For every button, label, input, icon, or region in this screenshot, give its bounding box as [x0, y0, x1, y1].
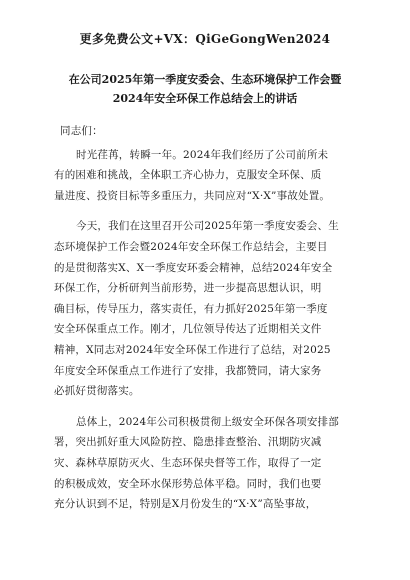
- title-line: 在公司2025年第一季度安委会、生态环境保护工作会暨: [68, 73, 342, 86]
- paragraph: [54, 412, 366, 515]
- text-line: 有的困难和挑战，全体职工齐心协力，克服安全环保、质: [54, 169, 322, 182]
- salutation: 同志们：: [60, 125, 103, 137]
- text-line: 安全环保重点工作。刚才，几位领导传达了近期相关文件: [54, 323, 322, 336]
- text-line: 的是贯彻落实X、X一季度安环委会精神，总结2024年安全: [54, 261, 333, 274]
- document-body: [54, 121, 366, 525]
- text-line: 精神，X同志对2024年安全环保工作进行了总结，对2025: [54, 343, 331, 356]
- paragraph: [54, 216, 366, 401]
- text-line: 时光荏苒，转瞬一年。2024年我们经历了公司前所未: [76, 148, 329, 161]
- text-line: 灾、森林草原防灭火、生态环保央督等工作，取得了一定: [54, 456, 322, 469]
- text-line: 的积极成效，安全环水保形势总体平稳。同时，我们也要: [54, 477, 322, 490]
- text-line: 态环境保护工作会暨2024年安全环保工作总结会，主要目: [54, 240, 328, 253]
- document-title: [44, 70, 366, 108]
- promo-banner: 更多免费公文+VX：QiGeGongWen2024: [79, 32, 331, 46]
- text-line: 年度安全环保重点工作进行了安排，我都赞同，请大家务: [54, 364, 322, 377]
- text-line: 环保工作，分析研判当前形势，进一步提高思想认识，明: [54, 282, 322, 295]
- text-line: 必抓好贯彻落实。: [54, 385, 140, 398]
- title-line: 2024年安全环保工作总结会上的讲话: [112, 92, 298, 105]
- paragraph: [54, 145, 366, 207]
- text-line: 总体上，2024年公司积极贯彻上级安全环保各项安排部: [76, 415, 339, 428]
- text-line: 确目标，传导压力，落实责任，有力抓好2025年第一季度: [54, 302, 328, 315]
- text-line: 署，突出抓好重大风险防控、隐患排查整治、汛期防灾减: [54, 436, 322, 449]
- text-line: 今天，我们在这里召开公司2025年第一季度安委会、生: [76, 220, 339, 233]
- text-line: 量进度、投资目标等多重压力，共同应对“X·X”事故处置。: [54, 189, 331, 202]
- text-line: 充分认识到不足，特别是X月份发生的“X·X”高坠事故，: [54, 498, 317, 511]
